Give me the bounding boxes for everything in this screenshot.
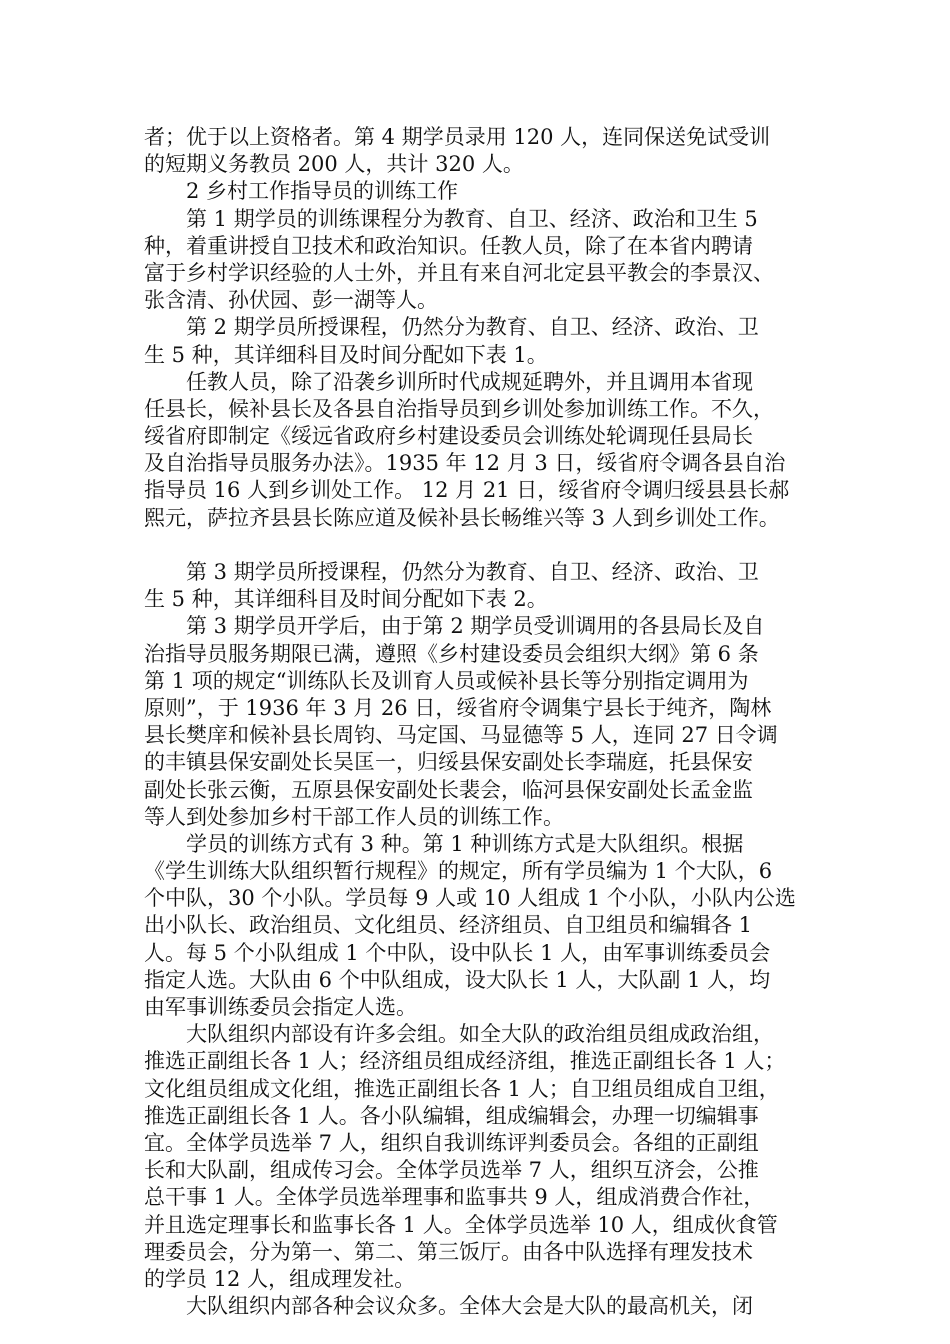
text-line: 出小队长、政治组员、文化组员、经济组员、自卫组员和编辑各 1 <box>144 913 753 938</box>
text-line: 个中队，30 个小队。学员每 9 人或 10 人组成 1 个小队，小队内公选 <box>144 886 796 911</box>
text-line: 县长樊庠和候补县长周钧、马定国、马显德等 5 人，连同 27 日令调 <box>144 723 778 748</box>
text-line: 治指导员服务期限已满，遵照《乡村建设委员会组织大纲》第 6 条 <box>144 641 759 666</box>
text-line: 绥省府即制定《绥远省政府乡村建设委员会训练处轮调现任县局长 <box>144 424 753 449</box>
text-line: 张含清、孙伏园、彭一湖等人。 <box>144 288 438 313</box>
text-line: 富于乡村学识经验的人士外，并且有来自河北定县平教会的李景汉、 <box>144 260 774 285</box>
text-line: 总干事 1 人。全体学员选举理事和监事共 9 人，组成消费合作社， <box>144 1185 765 1210</box>
text-line: 及自治指导员服务办法》。1935 年 12 月 3 日，绥省府令调各县自治 <box>144 451 786 476</box>
text-line: 副处长张云衡，五原县保安副处长裴会，临河县保安副处长孟金监 <box>144 777 753 802</box>
paragraph-start-line: 大队组织内部各种会议众多。全体大会是大队的最高机关，闭 <box>186 1294 753 1319</box>
text-line: 等人到处参加乡村干部工作人员的训练工作。 <box>144 804 564 829</box>
text-line: 的学员 12 人，组成理发社。 <box>144 1266 416 1291</box>
paragraph-start-line: 学员的训练方式有 3 种。第 1 种训练方式是大队组织。根据 <box>186 831 744 856</box>
text-line: 文化组员组成文化组，推选正副组长各 1 人；自卫组员组成自卫组， <box>144 1076 780 1101</box>
text-line: 者；优于以上资格者。第 4 期学员录用 120 人，连同保送免试受训 <box>144 125 771 149</box>
paragraph-start-line: 任教人员，除了沿袭乡训所时代成规延聘外，并且调用本省现 <box>186 369 753 394</box>
text-line: 长和大队副，组成传习会。全体学员选举 7 人，组织互济会，公推 <box>144 1158 759 1183</box>
text-line: 并且选定理事长和监事长各 1 人。全体学员选举 10 人，组成伙食管 <box>144 1212 778 1237</box>
paragraph-start-line: 第 3 期学员所授课程，仍然分为教育、自卫、经济、政治、卫 <box>186 560 759 584</box>
text-line: 第 1 项的规定“训练队长及训育人员或候补县长等分别指定调用为 <box>144 668 749 693</box>
text-line: 的短期义务教员 200 人，共计 320 人。 <box>144 152 524 177</box>
text-line: 理委员会，分为第一、第二、第三饭厅。由各中队选择有理发技术 <box>144 1239 753 1264</box>
paragraph-start-line: 第 1 期学员的训练课程分为教育、自卫、经济、政治和卫生 5 <box>186 206 758 231</box>
text-line: 宜。全体学员选举 7 人，组织自我训练评判委员会。各组的正副组 <box>144 1130 759 1155</box>
text-line: 种，着重讲授自卫技术和政治知识。任教人员，除了在本省内聘请 <box>144 233 753 258</box>
blank-line <box>144 532 808 559</box>
text-line: 任县长，候补县长及各县自治指导员到乡训处参加训练工作。不久， <box>144 396 774 421</box>
text-line: 生 5 种，其详细科目及时间分配如下表 1。 <box>144 342 548 367</box>
text-line: 指导员 16 人到乡训处工作。 12 月 21 日，绥省府令调归绥县县长郝 <box>144 478 790 503</box>
text-line: 的丰镇县保安副处长吴匡一，归绥县保安副处长李瑞庭，托县保安 <box>144 750 753 775</box>
text-line: 人。每 5 个小队组成 1 个中队，设中队长 1 人，由军事训练委员会 <box>144 940 771 965</box>
text-line: 《学生训练大队组织暂行规程》的规定，所有学员编为 1 个大队，6 <box>144 859 773 884</box>
text-line: 熙元，萨拉齐县县长陈应道及候补县长畅维兴等 3 人到乡训处工作。 <box>144 505 780 530</box>
text-line: 生 5 种，其详细科目及时间分配如下表 2。 <box>144 587 548 612</box>
text-line: 推选正副组长各 1 人。各小队编辑，组成编辑会，办理一切编辑事 <box>144 1103 759 1128</box>
text-line: 推选正副组长各 1 人；经济组员组成经济组，推选正副组长各 1 人； <box>144 1049 786 1074</box>
section-heading: 2 乡村工作指导员的训练工作 <box>186 179 459 204</box>
body-text <box>144 124 808 1320</box>
paragraph-start-line: 大队组织内部设有许多会组。如全大队的政治组员组成政治组， <box>186 1022 774 1047</box>
text-line: 原则”，于 1936 年 3 月 26 日，绥省府令调集宁县长于纯齐，陶林 <box>144 695 772 720</box>
text-line: 由军事训练委员会指定人选。 <box>144 995 417 1019</box>
paragraph-start-line: 第 3 期学员开学后，由于第 2 期学员受训调用的各县局长及自 <box>186 614 765 639</box>
paragraph-start-line: 第 2 期学员所授课程，仍然分为教育、自卫、经济、政治、卫 <box>186 315 759 340</box>
text-line: 指定人选。大队由 6 个中队组成，设大队长 1 人，大队副 1 人，均 <box>144 967 771 992</box>
